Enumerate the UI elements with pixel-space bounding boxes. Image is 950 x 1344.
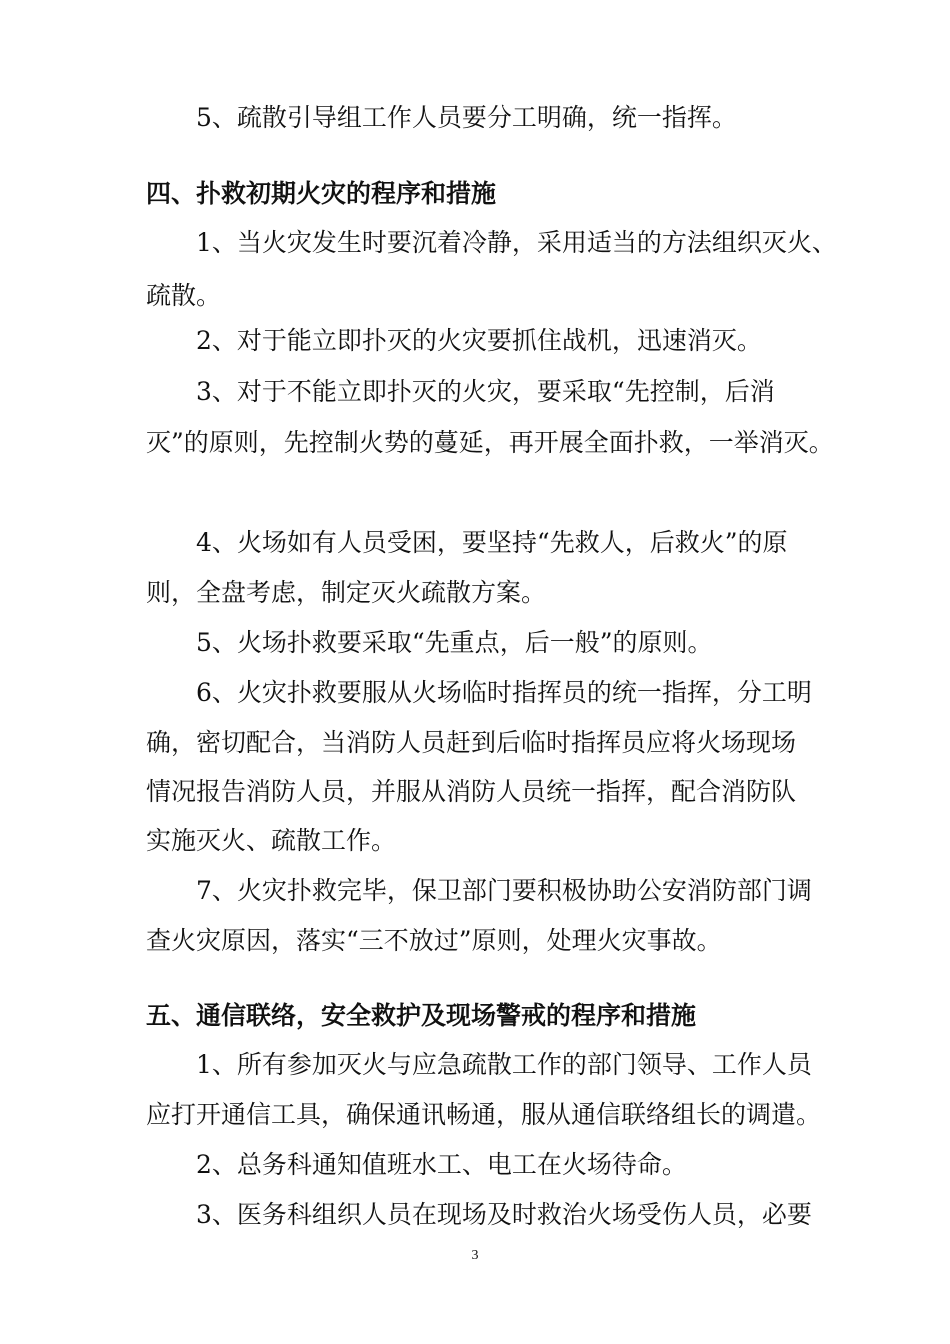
item-1-line-1: 1、当火灾发生时要沉着冷静，采用适当的方法组织灭火、 [196, 228, 837, 257]
item-5: 5、火场扑救要采取“先重点，后一般”的原则。 [196, 628, 713, 657]
page-number: 3 [471, 1248, 479, 1263]
item-6-line-2: 确，密切配合，当消防人员赶到后临时指挥员应将火场现场 [146, 728, 797, 757]
item-1-line-2: 疏散。 [146, 281, 222, 310]
item-4-line-1: 4、火场如有人员受困，要坚持“先救人，后救火”的原 [196, 528, 788, 557]
item-3-line-1: 3、对于不能立即扑灭的火灾，要采取“先控制，后消 [196, 377, 775, 406]
item-7-line-2: 查火灾原因，落实“三不放过”原则，处理火灾事故。 [146, 926, 722, 955]
sec5-item-1-line-2: 应打开通信工具，确保通讯畅通，服从通信联络组长的调遣。 [146, 1100, 822, 1129]
sec5-item-2: 2、总务科通知值班水工、电工在火场待命。 [196, 1150, 687, 1179]
section-heading-5: 五、通信联络，安全救护及现场警戒的程序和措施 [146, 1001, 697, 1030]
sec5-item-3-line-1: 3、医务科组织人员在现场及时救治火场受伤人员，必要 [196, 1200, 812, 1229]
item-5-evacuation-guidance: 5、疏散引导组工作人员要分工明确，统一指挥。 [196, 103, 737, 132]
item-3-line-2: 灭”的原则，先控制火势的蔓延，再开展全面扑救，一举消灭。 [146, 428, 834, 457]
item-7-line-1: 7、火灾扑救完毕，保卫部门要积极协助公安消防部门调 [196, 876, 812, 905]
item-6-line-3: 情况报告消防人员，并服从消防人员统一指挥，配合消防队 [146, 777, 797, 806]
item-4-line-2: 则，全盘考虑，制定灭火疏散方案。 [146, 578, 547, 607]
sec5-item-1-line-1: 1、所有参加灭火与应急疏散工作的部门领导、工作人员 [196, 1050, 812, 1079]
item-6-line-1: 6、火灾扑救要服从火场临时指挥员的统一指挥，分工明 [196, 678, 812, 707]
section-heading-4: 四、扑救初期火灾的程序和措施 [146, 179, 497, 208]
item-2: 2、对于能立即扑灭的火灾要抓住战机，迅速消灭。 [196, 326, 762, 355]
item-6-line-4: 实施灭火、疏散工作。 [146, 826, 397, 855]
